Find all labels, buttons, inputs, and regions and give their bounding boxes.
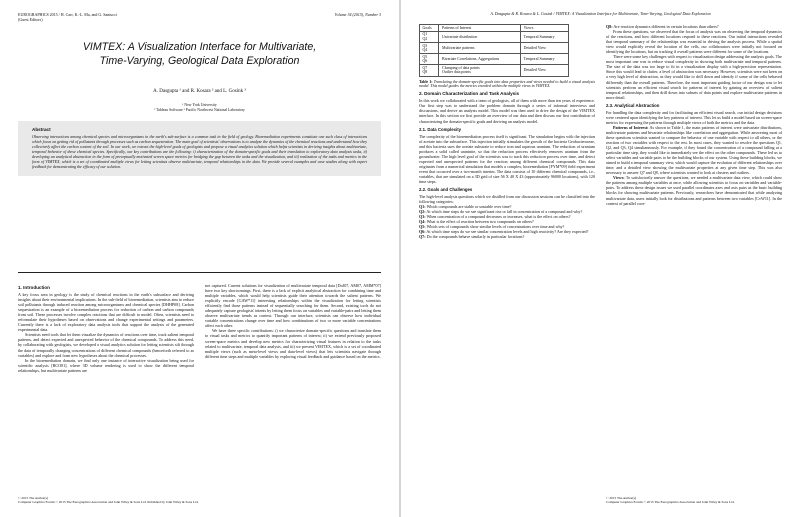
intro-column-2 <box>205 283 381 359</box>
intro-paragraph: We have three specific contributions: i) we characterize domain-specific questions and translate them to visual tasks and metrics to quantify important patterns of interest; ii) we extend previously proposed screen-space metrics and develop new metrics for characterizing visual features in relation to the tasks related to multivariate, temporal data analysis, and iii) we present VIMTEX, which is a set of coordinated multiple views (such as meta-level views and data-level views) that lets scientists navigate through different time steps and multiple variables by exploring visual feedback and guidance based on the metrics. <box>205 328 381 359</box>
paper-title: VIMTEX: A Visualization Interface for Multivariate, Time-Varying, Geological Data Exploration <box>82 41 317 67</box>
right-page <box>401 0 800 517</box>
section-heading: 2.3. Analytical Abstraction <box>606 102 660 108</box>
abstract-text: Observing interactions among chemical species and microorganisms in the earth's sub-surface is a common task in the field of geology. Bioremediation experiments constitute one such class of interactions which focus on getting rid of pollutants through processes such as carbon sequestration. The main goal of scientists' observations is to analyze the dynamics of the chemical reactions and understand how they collectively affect the carbon content of the soil. In our work, we extract the high-level goals of geologists and propose a visual analytics solution which helps scientists in deriving insights about multivariate, temporal behavior of these chemical species. Specifically, our key contributions are the following: i) characterization of the domain-specific goals and their translation to exploratory data analysis tasks, ii) developing an analytical abstraction in the form of perceptually motivated screen space metrics for bridging the gap between the tasks and the visualization, and iii) realization of the tasks and metrics in the form of VIMTEX, which is a set of coordinated multiple views for letting scientists observe multivariate, temporal relationships in the data. We provide several examples and case studies along with expert feedback for demonstrating the efficacy of our solution. <box>32 134 367 169</box>
list-item: Q4: What is the effect of reaction between two compounds on others? <box>419 219 534 225</box>
patterns-table <box>419 24 569 77</box>
section-heading: 2.1. Data Complexity <box>419 126 462 132</box>
section-divider <box>18 272 381 273</box>
table-header-row: Goals Patterns of Interest Views <box>420 25 569 32</box>
running-header: A. Dasgupta & R. Kosara & L. Gosink / VIMTEX: A Visualization Interface for Multivariate, Time-Varying, Geological Data Exploration <box>490 11 711 16</box>
table-caption: Table 1: Translating the domain-specific goals into data properties and views needed to build a visual analysis model. This model guides the metrics encoded within the multiple views in VIMTEX. <box>419 79 595 89</box>
list-item: Q1: Which compounds are stable or unstable over time? <box>419 204 512 210</box>
section-heading: 2.2. Goals and Challenges <box>419 187 473 193</box>
table-row: Q5 Q6 Bivariate Correlations, Aggregations Temporal Summary <box>420 54 569 65</box>
intro-paragraph: Scientists need tools that let them visualize the dynamics of reactions over time, track salient temporal patterns, and detect expected and unexpected behavior of the chemical compounds. To address this need, by collaborating with geologists, we developed a visual analytics solution for letting scientists sift through the data of temporally changing concentrations of different chemical compounds (henceforth referred to as variables) and explore and form new hypotheses about the chemical processes. <box>18 332 194 358</box>
affiliations: ¹ New York University ² Tableau Software ³ Pacific Northwest National Laboratory <box>154 103 245 112</box>
intro-column-1 <box>18 283 194 373</box>
abstract-box <box>18 121 381 176</box>
table-row: Q3 Q4 Multivariate patterns Detailed View <box>420 42 569 53</box>
list-item: Q2: At which time steps do we see significant rise or fall in concentration of a compound and why? <box>419 209 583 215</box>
intro-paragraph: not captured. Current solutions for visualization of multivariate temporal data [DoJ07, AM07, AMM*07] have two key shortcomings. First, there is a lack of explicit analytical abstraction for combining time and multiple variables, which would help scientists guide their attention towards the salient patterns. We explicitly encode [GAW*11] interesting relationships within the visualization for letting scientists efficiently find those patterns instead of sequentially searching for them. Second, existing tools do not adequately capture geologists' intents by letting them focus on variables and variable-pairs and letting them observe multivariate trends as context. Through our interface, scientists can observe how individual variable concentrations change over time and how combinations of two or more variable concentrations affect each other. <box>205 283 381 329</box>
list-item: Q3: When concentration of a compound decreases or increases, what is the effect on others? <box>419 214 571 220</box>
list-item: Q7: Do the compounds behave similarly in particular locations? <box>419 234 525 240</box>
list-item: Q6: At which time steps do we see similar concentration levels and high reactivity? Are they expected? <box>419 229 589 235</box>
questions-list <box>419 204 595 239</box>
journal-header <box>18 12 381 22</box>
journal-info: EUROGRAPHICS 2015 / H. Carr, K.-L. Ma, and G. Santucci (Guest Editors) <box>18 12 118 22</box>
section-2: 2. Domain Characterization and Task Analysis In this work we collaborated with a team of geologists, all of them with more than ten years of experience. Our first step was to understand the problem domain through a series of informal interviews and discussions, and derive an analysis model. This model was then used to drive the design of the VIMTEX interface. In this section we first provide an overview of our data and then discuss our first contribution of characterizing the domain-specific goals and deriving an analysis model. 2.1. Data Complexity The complexity of the bioremediation process itself is significant. The simulation begins with the injection of acetate into the subsurface. This injection initially stimulates the growth of the bacteria Geobacteraceae, and this bacteria uses the acetate substrate to reduce iron and aqueous uranium. The reduction of uranium produces a solid called uraninite, so that the reduction process effectively removes uranium from the groundwater. The high level goal of the scientists was to track this reduction process over time, and detect expected and unexpected patterns for the reaction among different chemical compounds. This data originates from a numerical simulation that models a complex, bioremediation [FYM*09] field experiment event that occurred over a two-month interim. The data consists of 10 different chemical compounds, i.e., variables, that are simulated on a 3D grid of size 56 X 40 X 43 (approximately 96000 locations), with 120 time steps. 2.2. Goals and Challenges The high-level analysis questions which we distilled from our discussion sessions can be classified into the following categories: Q1: Which compounds are stable or unstable over time? Q2: At which time steps do we see significant rise or fall in concentration of a compound and why? Q3: When concentration of a compound decreases or increases, what is the effect on others? Q4: What is the effect of reaction between two compounds on others? Q5: Which sets of compounds show similar levels of concentrations over time and why? Q6: At which time steps do we see similar concentration levels and high reactivity? Are they expected? Q7: Do the compounds behave similarly in particular locations? <box>419 91 595 240</box>
list-item: Q8: Are reaction dynamics different in certain locations than others? <box>606 24 719 29</box>
intro-paragraph: A key focus area in geology is the study of chemical reactions in the earth's subsurface and deriving insights about their environmental implications. In the sub-field of bioremediation, scientists aim to reduce soil pollutants through induced reaction among microorganisms and chemical species [DHHP08]. Carbon sequestration is an example of a bioremediation process for reduction of carbon and carbon compounds from soil. These processes involve complex reactions that are difficult to model. Often, scientists need to reformulate their hypotheses based on observations and change experimental settings and parameters. Currently there is a lack of exploratory data analysis tools that support the analysis of the generated experimental data. <box>18 292 194 333</box>
authors: A. Dasgupta ¹ and R. Kosara ² and L. Gosink ³ <box>153 89 246 94</box>
right-column-1 <box>419 24 595 239</box>
right-column-2: Q8: Are reaction dynamics different in certain locations than others? From these questions, we observed that the focus of analysis was on observing the temporal dynamics of the reactions, and how different locations respond to these reactions. Our initial interactions revealed that temporal summary of the relationships was essential in driving the analysis process. While a spatial view would explicitly reveal the location of the cells, our collaborators were initially not focused on identifying the locations, but on tracking if overall patterns were different for some of the locations. There were some key challenges with respect to visualization design addressing the analysis goals. The most important one was to reduce visual complexity in showing both multivariate and temporal patterns. The size of the data was too large to fit in a visualization display with a high-precision representation. Since this would lead to clutter, a level of abstraction was necessary. However, scientists were not keen on a very high level of abstraction, as they would like to drill down and identify if some of the cells behaved differently than the overall patterns. Therefore, the most important guiding factor of our design was to let scientists perform an efficient visual search for patterns of interest by gaining an overview of salient temporal relationships, and then drill down into subsets of data points and explore multivariate patterns in more detail. 2.3. Analytical Abstraction For handling the data complexity and for facilitating an efficient visual search, our initial design decisions were centered upon identifying the key patterns of interest. This let us build a model based on screen-space metrics for expressing the patterns through multiple views of both the metrics and the data. Patterns of Interest: As shown in Table 1, the main patterns of interest were univariate distributions, multivariate patterns and bivariate relationships like correlation and aggregation. While answering most of these questions scientists wanted to compare the behavior of one variable with respect to all others, or the reaction of two variables with respect to the rest. In most cases, they wanted to resolve the questions Q1, Q2, and Q3, Q4 simultaneously. For example, if they found the concentration of a compound falling at a particular time step, they would like to immediately see the effect on the other compounds. These led us to select variables and variable pairs to be the building blocks of our system. Using these building blocks, we aimed to build a temporal summary view, which would capture the evolution of different relationships over time; and a detailed view showing the multivariate properties at any given time step. This was also necessary to answer Q7 and Q8, where scientists wanted to look at clusters and outliers. Views: To satisfactorily answer the questions, we needed a multivariate data view, which could show the patterns among multiple variables at once, while allowing scientists to focus on variables and variable-pairs. To address these design issues we used parallel coordinates axes and axis pairs as the basic building blocks for showing multivariate patterns. Previously, researchers have demonstrated that while analyzing multivariate data, users initially look for distributions and patterns between two variables [CvW11]. In the context of parallel coor- <box>606 24 783 206</box>
left-page <box>0 0 399 517</box>
copyright-footer: © 2015 The Author(s) Computer Graphics Forum © 2015 The Eurographics Association and John Wiley & Sons Ltd. Published by John Wiley & Sons Ltd. <box>18 495 199 504</box>
intro-heading: 1. Introduction <box>18 285 50 290</box>
abstract-heading: Abstract <box>32 127 51 132</box>
intro-paragraph: In the bioremediation domain, we find only one instance of interactive visualization being used for scientific analysis [BCO01], where 3D volume rendering is used to show the different temporal relationships, but multivariate patterns are <box>18 357 194 373</box>
copyright-footer: © 2015 The Author(s) Computer Graphics Forum © 2015 The Eurographics Association and John Wiley & Sons Ltd. <box>606 495 735 504</box>
list-item: Q5: Which sets of compounds show similar levels of concentrations over time and why? <box>419 224 565 230</box>
table-row: Q1 Q2 Univariate distribution Temporal Summary <box>420 31 569 42</box>
volume-info: Volume 34 (2015), Number 3 <box>334 12 381 17</box>
table-row: Q7 Q8 Clumping of data points Outlier data points Detailed View <box>420 65 569 76</box>
section-heading: 2. Domain Characterization and Task Analysis <box>419 91 520 97</box>
